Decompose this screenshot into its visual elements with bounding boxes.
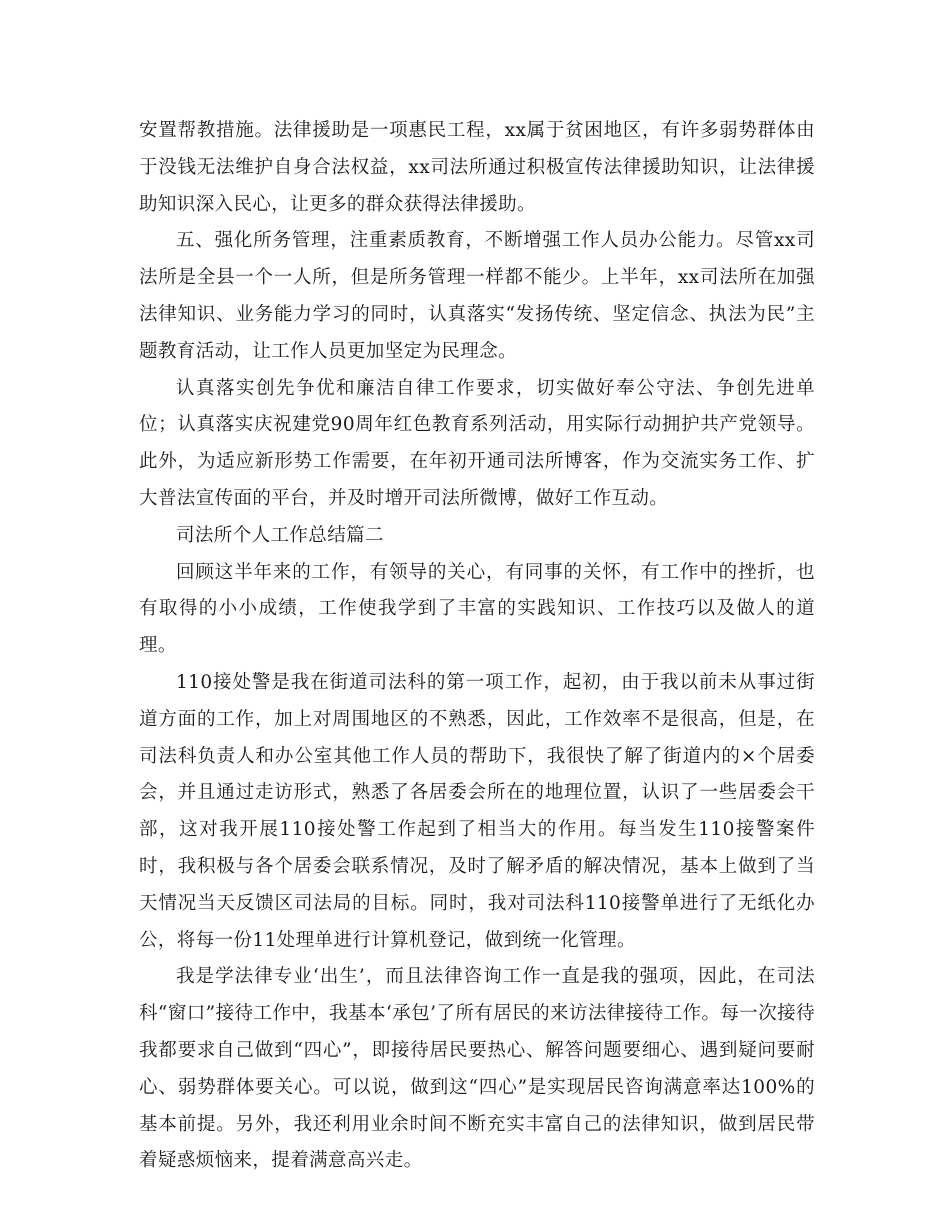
- paragraph-office-management: 五、强化所务管理，注重素质教育，不断增强工作人员办公能力。尽管xx司法所是全县一个一人所，但是所务管理一样都不能少。上半年，xx司法所在加强法律知识、业务能力学习的同时，认真落实“发扬传统、坚定信念、执法为民”主题教育活动，让工作人员更加坚定为民理念。: [139, 230, 815, 362]
- paragraph-legal-consultation: 我是学法律专业‘出生’，而且法律咨询工作一直是我的强项，因此，在司法科“窗口”接待工作中，我基本‘承包’了所有居民的来访法律接待工作。每一次接待我都要求自己做到“四心”，即接待居民要热心、解答问题要细心、遇到疑问要耐心、弱势群体要关心。可以说，做到这“四心”是实现居民咨询满意率达100%的基本前提。另外，我还利用业余时间不断充实丰富自己的法律知识，做到居民带着疑惑烦恼来，提着满意高兴走。: [139, 966, 815, 1172]
- document-body: [139, 113, 815, 1180]
- paragraph-legal-aid: 安置帮教措施。法律援助是一项惠民工程，xx属于贫困地区，有许多弱势群体由于没钱无法维护自身合法权益，xx司法所通过积极宣传法律援助知识，让法律援助知识深入民心，让更多的群众获得法律援助。: [139, 120, 815, 215]
- paragraph-110-dispatch: 110接处警是我在街道司法科的第一项工作，起初，由于我以前未从事过街道方面的工作，加上对周围地区的不熟悉，因此，工作效率不是很高，但是，在司法科负责人和办公室其他工作人员的帮助下，我很快了解了街道内的×个居委会，并且通过走访形式，熟悉了各居委会所在的地理位置，认识了一些居委会干部，这对我开展110接处警工作起到了相当大的作用。每当发生110接警案件时，我积极与各个居委会联系情况，及时了解矛盾的解决情况，基本上做到了当天情况当天反馈区司法局的目标。同时，我对司法科110接警单进行了无纸化办公，将每一份11处理单进行计算机登记，做到统一化管理。: [139, 671, 815, 951]
- paragraph-review: 回顾这半年来的工作，有领导的关心，有同事的关怀，有工作中的挫折，也有取得的小小成绩，工作使我学到了丰富的实践知识、工作技巧以及做人的道理。: [139, 561, 815, 657]
- paragraph-integrity-requirements: 认真落实创先争优和廉洁自律工作要求，切实做好奉公守法、争创先进单位；认真落实庆祝建党90周年红色教育系列活动，用实际行动拥护共产党领导。此外，为适应新形势工作需要，在年初开通司法所博客，作为交流实务工作、扩大普法宣传面的平台，并及时增开司法所微博，做好工作互动。: [139, 377, 815, 509]
- section-heading: 司法所个人工作总结篇二: [176, 524, 384, 546]
